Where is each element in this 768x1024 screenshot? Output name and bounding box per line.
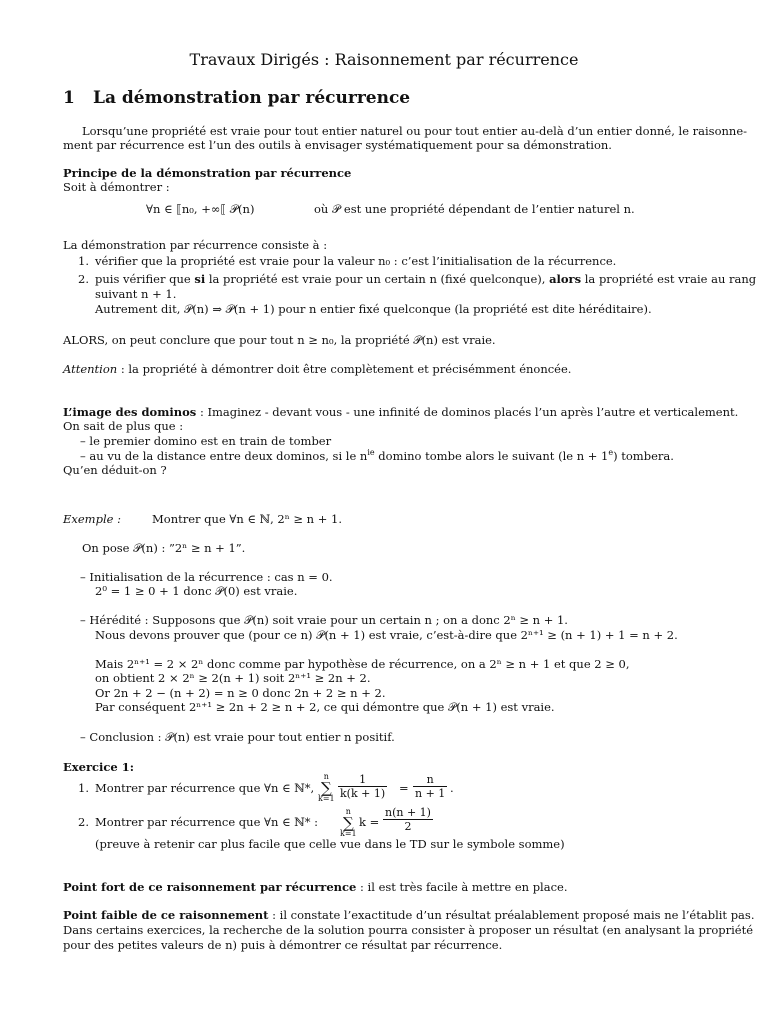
exemple-init-2: 2⁰ = 1 ≥ 0 + 1 donc 𝒫(0) est vraie. [95, 584, 298, 598]
fraction-1: $\frac{1}{k(k + 1)}$ [340, 773, 386, 800]
principe-step-2-line-3: Autrement dit, 𝒫(n) ⇒ 𝒫(n + 1) pour n entier fixé quelconque (la propriété est dite héréditaire). [95, 302, 652, 316]
fraction-2: $\frac{n}{n + 1}$ [415, 773, 446, 800]
document-page: Travaux Dirigés : Raisonnement par récurrence 1 La démonstration par récurrence Lorsqu’une propriété est vraie pour tout entier naturel ou pour tout entier au-delà d’un entier donné, le raisonne- ment par récurrence est l’un des outils à envisager systématiquement pour sa démonstration. Principe de la démonstration par récurrence Soit à démontrer : ∀n ∈ ⟦n₀, +∞⟦ 𝒫(n) où 𝒫 est une propriété dépendant de l’entier naturel n. La démonstration par récurrence consiste à : 1. vérifier que la propriété est vraie pour la valeur n₀ : c’est l’initialisation de la récurrence. 2. puis vérifier que si la propriété est vraie pour un certain n (fixé quelconque), alors la propriété est vraie au rang suivant n + 1. Autrement dit, 𝒫(n) ⇒ 𝒫(n + 1) pour n entier fixé quelconque (la propriété est dite héréditaire). ALORS, on peut conclure que pour tout n ≥ n₀, la propriété 𝒫(n) est vraie. Attention : la propriété à démontrer doit être complètement et précisémment énoncée. L’image des dominos : Imaginez - devant vous - une infinité de dominos placés l’un après l’autre et verticalement. On sait de plus que : – le premier domino est en train de tomber – au vu de la distance entre deux dominos, si le $n^{ie}$ domino tombe alors le suivant (le $n + 1^e$) tombera. Qu’en déduit-on ? Exemple : Montrer que ∀n ∈ ℕ, 2ⁿ ≥ n + 1. On pose 𝒫(n) : ”2ⁿ ≥ n + 1”. – Initialisation de la récurrence : cas n = 0. 2⁰ = 1 ≥ 0 + 1 donc 𝒫(0) est vraie. – Hérédité : Supposons que 𝒫(n) soit vraie pour un certain n ; on a donc 2ⁿ ≥ n + 1. Nous devons prouver que (pour ce n) 𝒫(n + 1) est vraie, c’est-à-dire que 2ⁿ⁺¹ ≥ (n + 1) + 1 = n + 2. Mais 2ⁿ⁺¹ = 2 × 2ⁿ donc comme par hypothèse de récurrence, on a 2ⁿ ≥ n + 1 et que 2 ≥ 0, on obtient 2 × 2ⁿ ≥ 2(n + 1) soit 2ⁿ⁺¹ ≥ 2n + 2. Or 2n + 2 − (n + 2) = n ≥ 0 donc 2n + 2 ≥ n + 2. Par conséquent 2ⁿ⁺¹ ≥ 2n + 2 ≥ n + 2, ce qui démontre que 𝒫(n + 1) est vraie. – Conclusion : 𝒫(n) est vraie pour tout entier n positif. Exercice 1: 1. Montrer par récurrence que ∀n ∈ ℕ*, n ∑ k=1 $\frac{1}{k(k + 1)}$ = $\frac{n}{n + 1}$ . 2. Montrer par récurrence que ∀n ∈ ℕ* : n ∑ k=1 k = $\frac{n(n + 1)}{2}$ (preuve à retenir car plus facile que celle vue dans le TD sur le symbole somme) Point fort de ce raisonnement par récurrence : il est très facile à mettre en place. Point faible de ce raisonnement : il constate l’exactitude d’un résultat préalablement proposé mais ne l’établit pas. Dans certains exercices, la recherche de la solution pourra consister à proposer un résultat (en analysant la propriété pour des petites valeurs de n) puis à démontrer ce résultat par récurrence. [0, 0, 768, 1024]
principe-step-2-line-2: suivant n + 1. [95, 287, 177, 301]
exercice-q2-note: (preuve à retenir car plus facile que celle vue dans le TD sur le symbole somme) [95, 837, 565, 851]
exercice-heading: Exercice 1: [63, 760, 134, 774]
principe-formula-note: où 𝒫 est une propriété dépendant de l’entier naturel n. [314, 202, 635, 216]
exemple-hered-1: – Hérédité : Supposons que 𝒫(n) soit vraie pour un certain n ; on a donc 2ⁿ ≥ n + 1. [80, 613, 568, 627]
dominos-intro: L’image des dominos : Imaginez - devant vous - une infinité de dominos placés l’un après l’autre et verticalement. [63, 405, 739, 419]
principe-soit: Soit à démontrer : [63, 180, 170, 194]
exemple-hered-3: Mais 2ⁿ⁺¹ = 2 × 2ⁿ donc comme par hypothèse de récurrence, on a 2ⁿ ≥ n + 1 et que 2 ≥ 0, [95, 657, 630, 671]
exemple-init-1: – Initialisation de la récurrence : cas n = 0. [80, 570, 333, 584]
section-heading [63, 88, 411, 108]
dominos-item-2: – au vu de la distance entre deux dominos, si le $n^{ie}$ domino tombe alors le suivant (le $n + 1^e$) tombera. [80, 448, 674, 463]
principe-alors: ALORS, on peut conclure que pour tout n ≥ n₀, la propriété 𝒫(n) est vraie. [63, 333, 496, 347]
intro-line-1: Lorsqu’une propriété est vraie pour tout entier naturel ou pour tout entier au-delà d’un entier donné, le raisonne- [82, 124, 748, 138]
principe-formula: ∀n ∈ ⟦n₀, +∞⟦ 𝒫(n) [146, 202, 255, 216]
exemple-hered-5: Or 2n + 2 − (n + 2) = n ≥ 0 donc 2n + 2 ≥ n + 2. [95, 686, 386, 700]
dominos-line-2: On sait de plus que : [63, 419, 184, 433]
dominos-item-1: – le premier domino est en train de tomber [80, 434, 332, 448]
exemple-conclusion: – Conclusion : 𝒫(n) est vraie pour tout entier n positif. [80, 730, 395, 744]
document-title: Travaux Dirigés : Raisonnement par récurrence [189, 50, 579, 69]
exemple-hered-2: Nous devons prouver que (pour ce n) 𝒫(n + 1) est vraie, c’est-à-dire que 2ⁿ⁺¹ ≥ (n + 1) + 1 = n + 2. [95, 628, 678, 642]
intro-line-2: ment par récurrence est l’un des outils à envisager systématiquement pour sa démonstration. [63, 138, 612, 152]
point-fort: Point fort de ce raisonnement par récurrence : il est très facile à mettre en place. [63, 880, 568, 894]
section-number: 1 [63, 88, 75, 108]
sum-symbol: n ∑ k=1 [318, 772, 335, 803]
point-faible-line-2: Dans certains exercices, la recherche de la solution pourra consister à proposer un résultat (en analysant la propriété [63, 923, 754, 937]
sum-symbol-2: n ∑ k=1 [340, 807, 357, 838]
exemple-pose: On pose 𝒫(n) : ”2ⁿ ≥ n + 1”. [82, 541, 246, 555]
exemple-hered-6: Par conséquent 2ⁿ⁺¹ ≥ 2n + 2 ≥ n + 2, ce qui démontre que 𝒫(n + 1) est vraie. [95, 700, 555, 714]
exemple-hered-4: on obtient 2 × 2ⁿ ≥ 2(n + 1) soit 2ⁿ⁺¹ ≥ 2n + 2. [95, 671, 371, 685]
point-faible-line-3: pour des petites valeurs de n) puis à démontrer ce résultat par récurrence. [63, 938, 503, 952]
exemple-label: Exemple : [63, 512, 121, 526]
principe-heading: Principe de la démonstration par récurrence [63, 166, 352, 180]
principe-consiste: La démonstration par récurrence consiste à : [63, 238, 328, 252]
section-title: La démonstration par récurrence [93, 88, 411, 108]
exemple-statement: Montrer que ∀n ∈ ℕ, 2ⁿ ≥ n + 1. [152, 512, 342, 526]
principe-attention: Attention : la propriété à démontrer doit être complètement et précisémment énoncée. [63, 362, 572, 376]
point-faible: Point faible de ce raisonnement : il constate l’exactitude d’un résultat préalablement proposé mais ne l’établit pas. [63, 908, 755, 922]
fraction-3: $\frac{n(n + 1)}{2}$ [385, 806, 431, 833]
dominos-question: Qu’en déduit-on ? [63, 463, 167, 477]
